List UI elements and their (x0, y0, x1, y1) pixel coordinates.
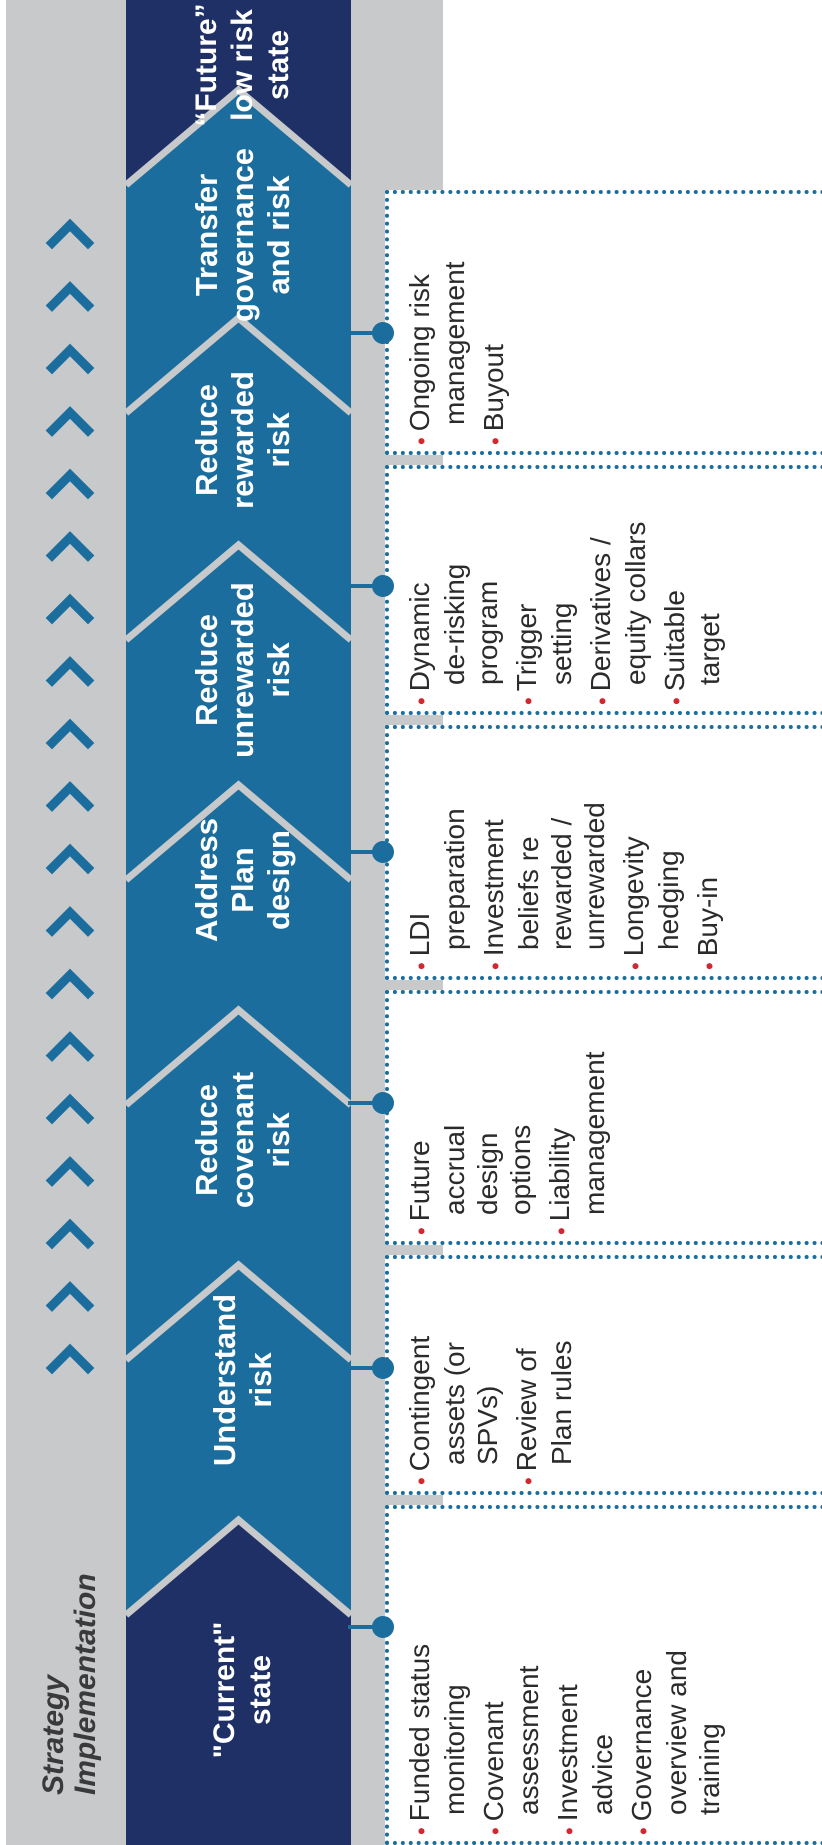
up-arrow-icon (52, 975, 88, 993)
detail-list (403, 1281, 584, 1485)
stage-label-line: state (243, 1654, 277, 1726)
list-item (403, 1016, 537, 1235)
list-item-line: accrual (439, 1124, 470, 1215)
bullet-icon: • (409, 1827, 434, 1835)
bullet-icon: • (409, 437, 434, 445)
list-item-line (510, 1281, 545, 1485)
stage-label-line: Reduce (188, 384, 224, 496)
list-item-line: rewarded / (546, 817, 577, 950)
up-arrow-icon (52, 913, 88, 931)
stage-label-line: Address (188, 817, 224, 943)
bullet-icon: • (409, 697, 434, 705)
list-item-text: Funded status (404, 1643, 435, 1822)
bullet-icon: • (409, 962, 434, 970)
detail-list (403, 491, 732, 705)
list-item-line (477, 751, 512, 970)
stage-label-line: governance (224, 148, 260, 323)
list-item (617, 751, 685, 970)
bullet-icon: • (516, 697, 541, 705)
list-item-text: Ongoing risk (404, 274, 435, 432)
bullet-icon: • (409, 1477, 434, 1485)
bullet-icon: • (631, 1827, 656, 1835)
stage-label-line: Transfer (188, 173, 224, 297)
list-item-line: assessment (513, 1665, 544, 1815)
up-arrow-icon (52, 1288, 88, 1306)
list-item-line (691, 751, 726, 970)
detail-list (403, 1531, 732, 1835)
list-item-text: Future (404, 1140, 435, 1222)
stage-label-line: low risk (225, 9, 259, 121)
list-item-line: overview and (661, 1650, 692, 1815)
list-item-line: SPVs) (472, 1385, 503, 1465)
detail-box-2 (385, 990, 822, 1245)
stage-label-4 (178, 540, 308, 800)
list-item-text: Investment (552, 1684, 583, 1822)
list-item-line (584, 491, 619, 705)
list-item-line: beliefs re (513, 836, 544, 950)
list-item (403, 1531, 471, 1835)
list-item-line: monitoring (439, 1684, 470, 1815)
up-arrow-icon (52, 538, 88, 556)
list-item (403, 1281, 504, 1485)
list-item (551, 1531, 619, 1835)
stage-label-line: Plan (224, 847, 260, 913)
list-item-text: Liability (544, 1127, 575, 1222)
stage-label-line: design (260, 830, 296, 930)
list-item-line: unrewarded (579, 802, 610, 950)
list-item-text: Covenant (478, 1701, 509, 1822)
title-line-1: Strategy (37, 1674, 70, 1795)
up-arrow-icon (52, 1100, 88, 1118)
list-item-text: Governance (626, 1668, 657, 1822)
stage-label-line: risk (260, 642, 296, 698)
list-item-text: Suitable (659, 590, 690, 692)
stage-label-line: state (261, 29, 295, 101)
list-item-text: Dynamic (404, 582, 435, 692)
connector-dot (372, 322, 394, 344)
list-item-line (403, 1281, 438, 1485)
list-item-text: Longevity (618, 836, 649, 957)
list-item-line (625, 1531, 660, 1835)
bullet-icon: • (590, 697, 615, 705)
up-arrow-icon (52, 413, 88, 431)
list-item (477, 1531, 545, 1835)
list-item (543, 1016, 611, 1235)
list-item (510, 491, 578, 705)
up-arrow-icon (52, 1038, 88, 1056)
stage-label-line: Reduce (188, 1084, 224, 1196)
list-item-line: equity collars (620, 521, 651, 685)
list-item-line (403, 751, 438, 970)
up-arrow-icon (52, 475, 88, 493)
connector-dot (372, 841, 394, 863)
list-item-line: hedging (653, 850, 684, 950)
detail-list (403, 1016, 617, 1235)
up-arrow-icon (52, 1163, 88, 1181)
stage-label-1 (178, 1250, 308, 1510)
up-arrow-icon (52, 663, 88, 681)
up-arrow-icon (52, 1225, 88, 1243)
up-arrow-icon (52, 850, 88, 868)
detail-list (403, 751, 732, 970)
list-item-line: de-risking (439, 563, 470, 685)
list-item (584, 491, 652, 705)
list-item-text: Buy-in (692, 876, 723, 957)
stage-label-2 (178, 1010, 308, 1270)
up-arrow-icon (52, 225, 88, 243)
list-item-line (658, 491, 693, 705)
detail-list (403, 216, 518, 445)
stage-label-line: Understand (206, 1293, 242, 1467)
title-line-2: Implementation (69, 1573, 102, 1795)
list-item-line: options (505, 1124, 536, 1215)
stage-label-line: risk (260, 412, 296, 468)
list-item (510, 1281, 578, 1485)
bullet-icon: • (664, 697, 689, 705)
list-item-line (543, 1016, 578, 1235)
list-item (403, 216, 471, 445)
list-item-line: training (694, 1723, 725, 1815)
stage-label-line: unrewarded (224, 582, 260, 758)
stage-label-line: Reduce (188, 614, 224, 726)
list-item-line: assets (or (439, 1342, 470, 1465)
stage-label-line: “Future” (189, 3, 223, 127)
stage-label-7 (178, 0, 308, 195)
bullet-icon: • (557, 1827, 582, 1835)
bullet-icon: • (483, 1827, 508, 1835)
up-arrow-icon (52, 788, 88, 806)
list-item-line (403, 491, 438, 705)
connector-dot (372, 1092, 394, 1114)
bullet-icon: • (549, 1227, 574, 1235)
up-arrow-icon (52, 600, 88, 618)
list-item-text: Contingent (404, 1335, 435, 1472)
detail-box-0 (385, 1505, 822, 1845)
stage-label-line: risk (242, 1352, 278, 1408)
list-item-line (617, 751, 652, 970)
list-item-line: target (694, 613, 725, 685)
list-item (477, 216, 512, 445)
connector-dot (372, 1357, 394, 1379)
list-item (625, 1531, 726, 1835)
up-arrow-icon (52, 350, 88, 368)
diagram-title (25, 1573, 115, 1805)
bullet-icon: • (697, 962, 722, 970)
list-item (477, 751, 611, 970)
list-item-line (510, 491, 545, 705)
list-item-line: management (439, 261, 470, 425)
stage-label-line: risk (260, 1112, 296, 1168)
detail-box-5 (385, 190, 822, 455)
list-item-text: Buyout (478, 344, 509, 432)
list-item-line: preparation (439, 808, 470, 950)
stage-label-0 (178, 1560, 308, 1820)
stage-label-line: "Current" (207, 1621, 241, 1759)
list-item (658, 491, 726, 705)
connector-dot (372, 1616, 394, 1638)
list-item-text: Investment (478, 819, 509, 957)
list-item (403, 751, 471, 970)
list-item-line: management (579, 1051, 610, 1215)
list-item-line (403, 1016, 438, 1235)
list-item-line: design (472, 1132, 503, 1215)
list-item (691, 751, 726, 970)
connector-dot (372, 575, 394, 597)
list-item-line (403, 216, 438, 445)
list-item-line: Plan rules (546, 1340, 577, 1465)
up-arrow-icon (52, 1350, 88, 1368)
list-item-line: setting (546, 602, 577, 685)
list-item-text: LDI (404, 912, 435, 957)
stage-label-line: rewarded (224, 371, 260, 509)
bullet-icon: • (623, 962, 648, 970)
detail-box-1 (385, 1255, 822, 1495)
bullet-icon: • (483, 962, 508, 970)
up-arrow-icon (52, 725, 88, 743)
detail-box-3 (385, 725, 822, 980)
list-item-line (477, 216, 512, 445)
list-item-line: advice (587, 1734, 618, 1815)
bullet-icon: • (483, 437, 508, 445)
list-item-text: Derivatives / (585, 537, 616, 692)
list-item-text: Trigger (511, 603, 542, 692)
stage-label-line: covenant (224, 1071, 260, 1209)
list-item-line: program (472, 580, 503, 685)
detail-box-4 (385, 465, 822, 715)
list-item (403, 491, 504, 705)
stage-label-line: and risk (260, 175, 296, 295)
list-item-line (403, 1531, 438, 1835)
bullet-icon: • (516, 1477, 541, 1485)
up-arrow-icon (52, 288, 88, 306)
list-item-line (477, 1531, 512, 1835)
bullet-icon: • (409, 1227, 434, 1235)
list-item-text: Review of (511, 1348, 542, 1472)
list-item-line (551, 1531, 586, 1835)
